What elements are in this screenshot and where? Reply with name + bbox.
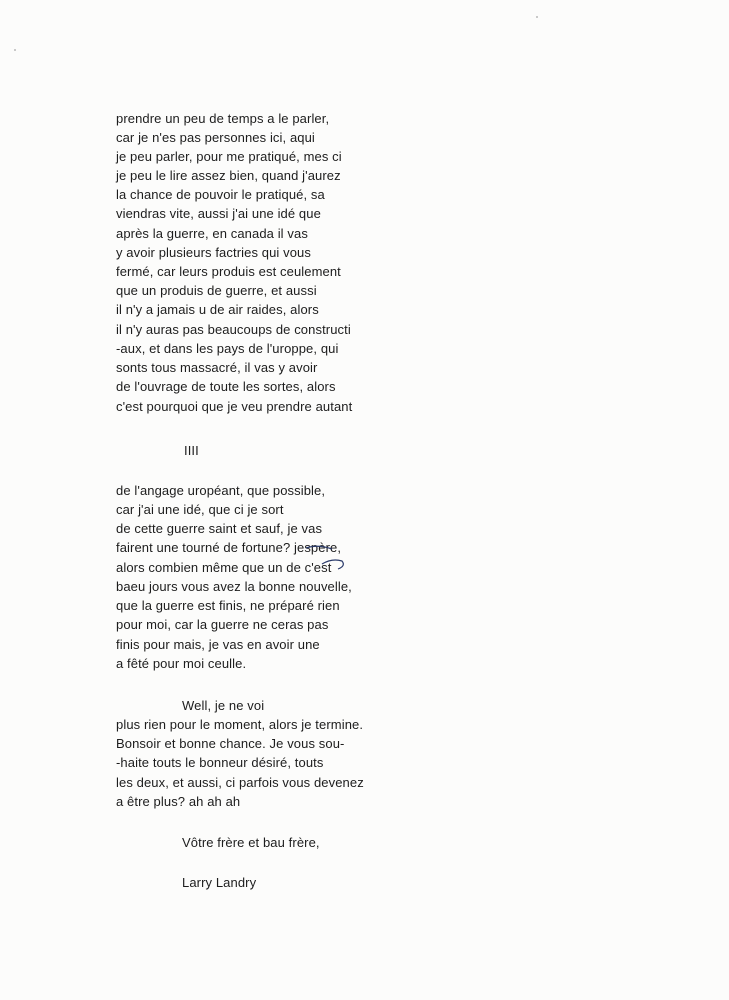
letter-line: plus rien pour le moment, alors je termine.	[116, 717, 364, 732]
paper-speck	[536, 16, 538, 18]
closing-line: Vôtre frère et bau frère,	[182, 835, 320, 850]
letter-line: pour moi, car la guerre ne ceras pas	[116, 617, 329, 632]
letter-line: -aux, et dans les pays de l'uroppe, qui	[116, 341, 339, 356]
letter-line: je peu parler, pour me pratiqué, mes ci	[116, 149, 342, 164]
letter-line: Well, je ne voi	[182, 698, 265, 713]
letter-line: fairent une tourné de fortune? jespère,	[116, 540, 342, 555]
letter-line: de l'ouvrage de toute les sortes, alors	[116, 379, 336, 394]
letter-line: il n'y a jamais u de air raides, alors	[116, 302, 319, 317]
letter-line: de l'angage uropéant, que possible,	[116, 483, 326, 498]
letter-line: la chance de pouvoir le pratiqué, sa	[116, 187, 325, 202]
letter-line: fermé, car leurs produis est ceulement	[116, 264, 341, 279]
letter-line: les deux, et aussi, ci parfois vous devenez	[116, 775, 364, 790]
letter-line: que un produis de guerre, et aussi	[116, 283, 317, 298]
letter-line: de cette guerre saint et sauf, je vas	[116, 521, 323, 536]
letter-line: sonts tous massacré, il vas y avoir	[116, 360, 318, 375]
letter-line: a être plus? ah ah ah	[116, 794, 241, 809]
letter-line: car j'ai une idé, que ci je sort	[116, 502, 284, 517]
letter-line: il n'y auras pas beaucoups de constructi	[116, 322, 351, 337]
letter-line: que la guerre est finis, ne préparé rien	[116, 598, 340, 613]
paper-speck	[14, 49, 16, 51]
letter-line: viendras vite, aussi j'ai une idé que	[116, 206, 321, 221]
letter-line: alors combien même que un de c'est	[116, 560, 332, 575]
signature: Larry Landry	[182, 875, 257, 890]
letter-line: -haite touts le bonneur désiré, touts	[116, 755, 324, 770]
letter-line: je peu le lire assez bien, quand j'aurez	[116, 168, 341, 183]
letter-line: baeu jours vous avez la bonne nouvelle,	[116, 579, 352, 594]
letter-line: c'est pourquoi que je veu prendre autant	[116, 399, 353, 414]
letter-line: finis pour mais, je vas en avoir une	[116, 637, 320, 652]
letter-line: prendre un peu de temps a le parler,	[116, 111, 330, 126]
letter-line: après la guerre, en canada il vas	[116, 226, 308, 241]
letter-line: Bonsoir et bonne chance. Je vous sou-	[116, 736, 345, 751]
letter-line: y avoir plusieurs factries qui vous	[116, 245, 311, 260]
letter-line: a fêté pour moi ceulle.	[116, 656, 247, 671]
page-marker: IIII	[184, 443, 199, 458]
letter-line: car je n'es pas personnes ici, aqui	[116, 130, 315, 145]
